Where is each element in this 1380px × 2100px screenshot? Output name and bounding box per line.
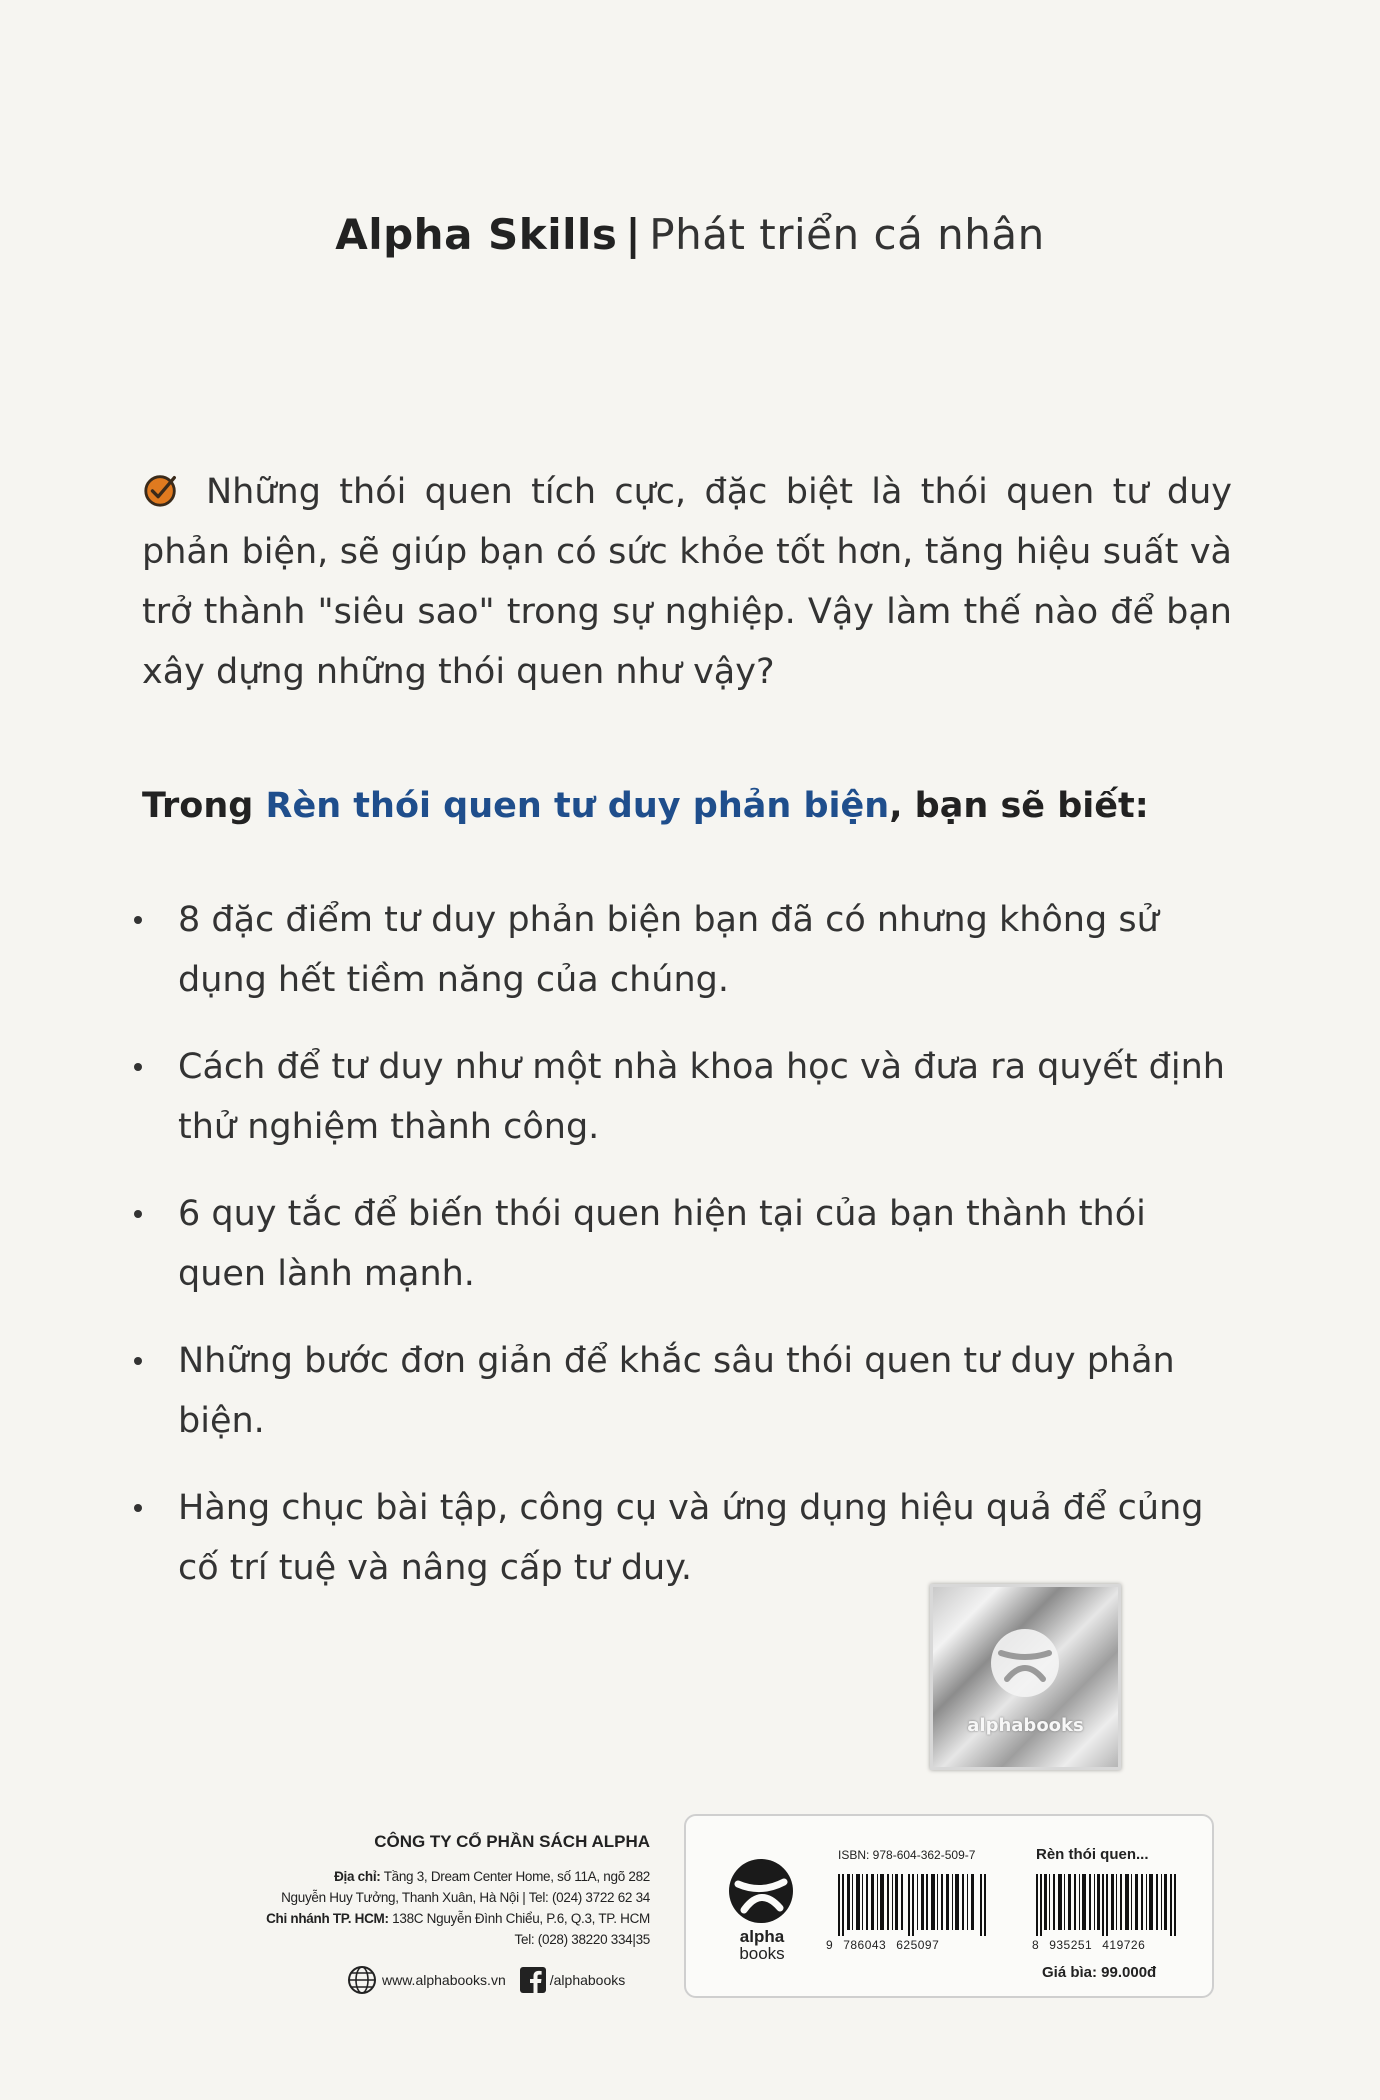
branch-text: 138C Nguyễn Đình Chiểu, P.6, Q.3, TP. HCM <box>388 1911 650 1926</box>
address-text: Tầng 3, Dream Center Home, số 11A, ngõ 282 <box>380 1869 650 1884</box>
isbn-digits <box>826 1938 996 1952</box>
ean-digits <box>1032 1938 1182 1952</box>
publisher-address-2: Nguyễn Huy Tưởng, Thanh Xuân, Hà Nội | Tel: (024) 3722 62 34 <box>281 1890 650 1905</box>
intro-paragraph <box>142 462 1232 702</box>
book-title: Rèn thói quen tư duy phản biện <box>265 786 890 826</box>
hologram-text: alphabooks <box>967 1715 1084 1736</box>
isbn-digit-group: 786043 <box>843 1938 887 1952</box>
wordmark-alpha: alpha <box>739 1927 785 1946</box>
book-short-title: Rèn thói quen... <box>1036 1846 1149 1863</box>
publisher-branch <box>230 1908 650 1929</box>
alphabooks-logo-icon <box>985 1623 1065 1703</box>
lead-suffix: , bạn sẽ biết: <box>889 786 1149 826</box>
series-category: Phát triển cá nhân <box>649 210 1045 259</box>
bullet-dot-icon <box>134 1357 142 1365</box>
website-link[interactable]: www.alphabooks.vn <box>382 1972 506 1988</box>
list-item-text: Những bước đơn giản để khắc sâu thói quen tư duy phản biện. <box>178 1341 1175 1441</box>
publisher-company: CÔNG TY CỔ PHẦN SÁCH ALPHA <box>374 1832 650 1851</box>
list-item <box>130 1184 1240 1304</box>
list-item <box>130 1331 1240 1451</box>
isbn-digit-group: 9 <box>826 1938 834 1952</box>
bullet-dot-icon <box>134 916 142 924</box>
list-item-text: Cách để tư duy như một nhà khoa học và đưa ra quyết định thử nghiệm thành công. <box>178 1047 1225 1147</box>
isbn-text: ISBN: 978-604-362-509-7 <box>838 1848 976 1862</box>
list-item <box>130 1037 1240 1157</box>
list-item <box>130 1478 1240 1598</box>
list-item-text: Hàng chục bài tập, công cụ và ứng dụng hiệu quả để củng cố trí tuệ và nâng cấp tư duy. <box>178 1488 1204 1588</box>
publisher-info <box>230 1832 650 1950</box>
wordmark-books: books <box>739 1944 785 1963</box>
list-item <box>130 890 1240 1010</box>
benefit-list <box>130 890 1240 1625</box>
alpha-books-wordmark <box>722 1928 802 1962</box>
facebook-link[interactable]: /alphabooks <box>549 1972 626 1988</box>
ean-digit-group: 8 <box>1032 1938 1040 1952</box>
branch-label: Chi nhánh TP. HCM: <box>266 1911 389 1926</box>
bullet-dot-icon <box>134 1210 142 1218</box>
ean-digit-group: 935251 <box>1049 1938 1093 1952</box>
cover-price: Giá bìa: 99.000đ <box>1042 1964 1157 1981</box>
publisher-branch-tel: Tel: (028) 38220 334|35 <box>514 1932 650 1947</box>
isbn-digit-group: 625097 <box>896 1938 940 1952</box>
bullet-dot-icon <box>134 1063 142 1071</box>
isbn-barcode <box>838 1874 988 1936</box>
list-item-text: 8 đặc điểm tư duy phản biện bạn đã có nhưng không sử dụng hết tiềm năng của chúng. <box>178 900 1159 1000</box>
series-header <box>0 210 1380 259</box>
hologram-sticker <box>930 1584 1121 1770</box>
bullet-dot-icon <box>134 1504 142 1512</box>
ean-barcode <box>1036 1874 1176 1936</box>
globe-icon <box>346 1964 378 1996</box>
lead-sentence <box>142 786 1242 826</box>
intro-text: Những thói quen tích cực, đặc biệt là thói quen tư duy phản biện, sẽ giúp bạn có sức khỏe tốt hơn, tăng hiệu suất và trở thành "siêu sao" trong sự nghiệp. Vậy làm thế nào để bạn xây dựng những thói quen như vậy? <box>142 472 1232 692</box>
list-item-text: 6 quy tắc để biến thói quen hiện tại của bạn thành thói quen lành mạnh. <box>178 1194 1146 1294</box>
alpha-books-logo-icon <box>726 1856 796 1926</box>
check-circle-icon <box>142 471 180 509</box>
facebook-icon <box>520 1967 546 1993</box>
address-label: Địa chỉ: <box>334 1869 381 1884</box>
barcode-panel <box>684 1814 1214 1998</box>
lead-prefix: Trong <box>142 786 266 826</box>
header-separator: | <box>625 210 642 259</box>
web-links <box>346 1964 666 1996</box>
series-brand: Alpha Skills <box>335 210 618 259</box>
ean-digit-group: 419726 <box>1102 1938 1146 1952</box>
publisher-address-1 <box>230 1866 650 1887</box>
